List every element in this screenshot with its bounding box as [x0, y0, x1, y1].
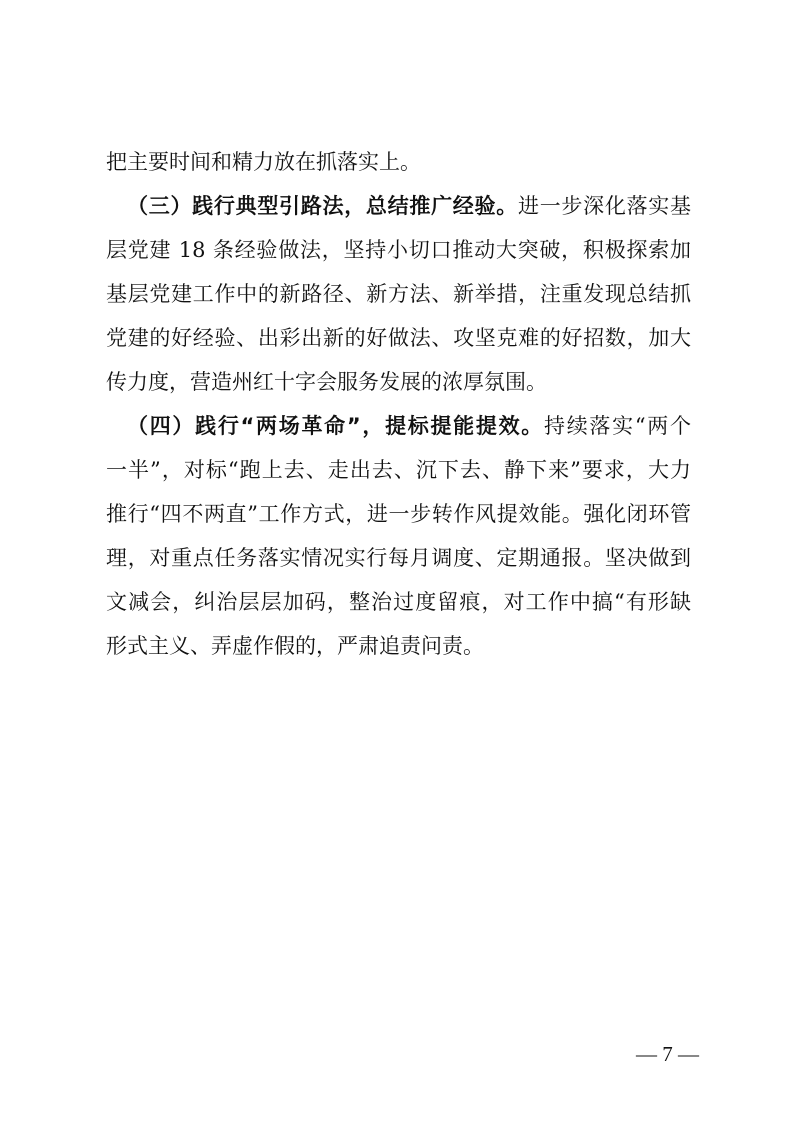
paragraph-2-line-3: 基层党建工作中的新路径、新方法、新举措，注重发现总结抓	[106, 282, 691, 306]
page-number: — 7 —	[636, 1042, 699, 1066]
paragraph-2-first-rest: 进一步深化落实基	[517, 194, 691, 218]
paragraph-3-line-4: 理，对重点任务落实情况实行每月调度、定期通报。坚决做到	[106, 546, 691, 570]
paragraph-3-line-1	[106, 404, 691, 448]
paragraph-3-heading: （四）践行“两场革命”，提标提能提效。	[127, 414, 545, 438]
paragraph-3-line-3: 推行“四不两直”工作方式，进一步转作风提效能。强化闭环管	[106, 502, 691, 526]
paragraph-2-heading: （三）践行典型引路法，总结推广经验。	[127, 194, 518, 218]
paragraph-3-line-5: 文减会，纠治层层加码，整治过度留痕，对工作中搞“有形缺	[106, 590, 691, 614]
paragraph-3-line-6: 形式主义、弄虚作假的，严肃追责问责。	[106, 634, 484, 658]
paragraph-3-first-rest: 持续落实“两个	[544, 414, 691, 438]
paragraph-2-line-5: 传力度，营造州红十字会服务发展的浓厚氛围。	[106, 370, 547, 394]
paragraph-3-line-2: 一半”，对标“跑上去、走出去、沉下去、静下来”要求，大力	[106, 458, 691, 482]
paragraph-2-line-1	[106, 184, 691, 228]
paragraph-2-line-2: 层党建 18 条经验做法，坚持小切口推动大突破，积极探索加	[106, 238, 691, 262]
document-body	[106, 140, 691, 668]
paragraph-1-line-1: 把主要时间和精力放在抓落实上。	[106, 150, 421, 174]
paragraph-2-line-4: 党建的好经验、出彩出新的好做法、攻坚克难的好招数，加大	[106, 326, 691, 350]
